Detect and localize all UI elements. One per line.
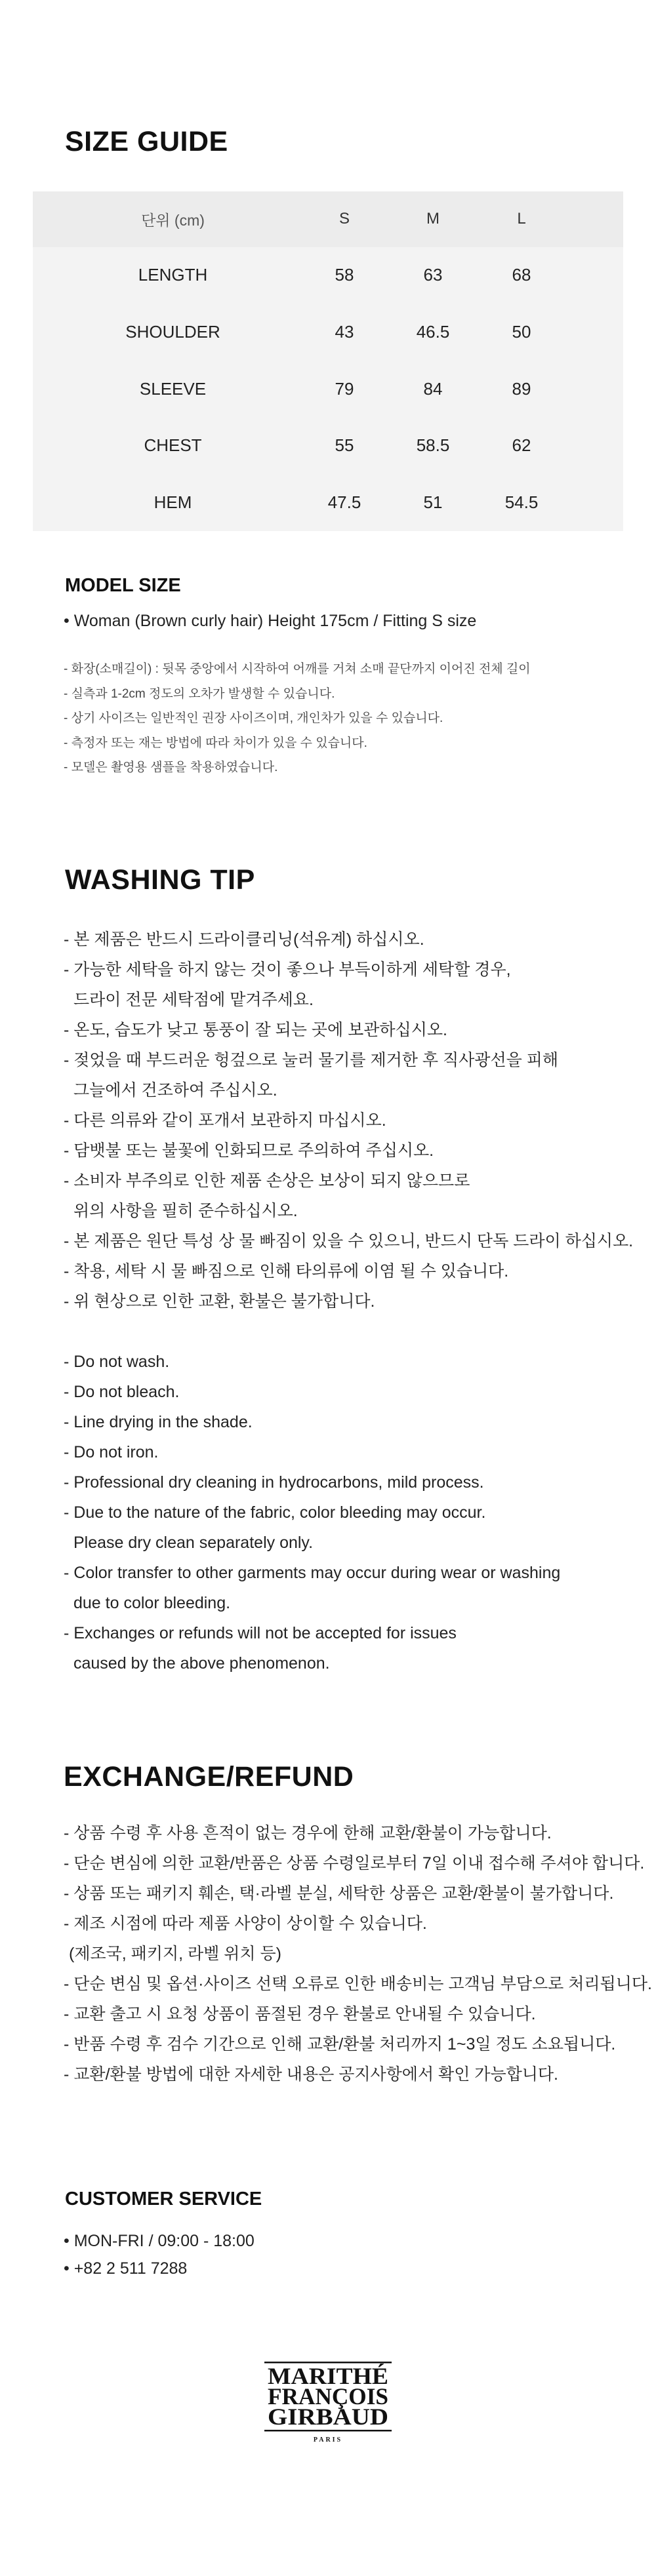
cell-value: 50 — [512, 322, 531, 342]
row-label: SHOULDER — [125, 322, 220, 342]
service-phone: • +82 2 511 7288 — [64, 2259, 188, 2278]
exchange-refund-title: EXCHANGE/REFUND — [64, 1761, 354, 1793]
washing-line-ko: - 담뱃불 또는 불꽃에 인화되므로 주의하여 주십시오. — [64, 1141, 434, 1160]
cell-value: 89 — [512, 378, 531, 399]
refund-line: - 제조 시점에 따라 제품 사양이 상이할 수 있습니다. — [64, 1914, 427, 1933]
row-label: LENGTH — [138, 265, 208, 285]
row-label: CHEST — [144, 435, 202, 456]
washing-tip-list — [64, 924, 633, 1678]
customer-service-title: CUSTOMER SERVICE — [65, 2189, 262, 2209]
svg-text:PARIS: PARIS — [313, 2436, 343, 2444]
size-table-header — [33, 191, 623, 247]
washing-line-ko: - 다른 의류와 같이 포개서 보관하지 마십시오. — [64, 1111, 386, 1130]
washing-line-en: Please dry clean separately only. — [73, 1534, 314, 1552]
washing-line-en: - Exchanges or refunds will not be accepted for issues — [64, 1624, 457, 1642]
cell-value: 58.5 — [416, 435, 450, 456]
cell-value: 47.5 — [327, 492, 361, 513]
svg-text:GIRBAUD: GIRBAUD — [268, 2404, 388, 2430]
cell-value: 58 — [335, 265, 354, 285]
washing-line-ko: 위의 사항을 필히 준수하십시오. — [73, 1202, 298, 1220]
note-line: - 측정자 또는 재는 방법에 따라 차이가 있을 수 있습니다. — [64, 736, 367, 750]
table-row — [33, 418, 623, 475]
cell-value: 62 — [512, 435, 531, 456]
note-line: - 실측과 1-2cm 정도의 오차가 발생할 수 있습니다. — [64, 686, 335, 701]
refund-line: - 반품 수령 후 검수 기간으로 인해 교환/환불 처리까지 1~3일 정도 소요됩니다. — [64, 2035, 616, 2053]
washing-line-en: - Do not bleach. — [64, 1383, 180, 1401]
cell-value: 79 — [335, 378, 354, 399]
cell-value: 54.5 — [504, 492, 539, 513]
washing-line-ko: - 가능한 세탁을 하지 않는 것이 좋으나 부득이하게 세탁할 경우, — [64, 961, 511, 979]
washing-line-ko: - 본 제품은 원단 특성 상 물 빠짐이 있을 수 있으니, 반드시 단독 드라이 하십시오. — [64, 1232, 634, 1250]
row-label: SLEEVE — [139, 378, 207, 399]
cell-value: 46.5 — [416, 322, 450, 342]
washing-line-en: - Professional dry cleaning in hydrocarbons, mild process. — [64, 1473, 484, 1492]
brand-logo — [262, 2360, 394, 2446]
washing-line-ko: - 착용, 세탁 시 물 빠짐으로 인해 타의류에 이염 될 수 있습니다. — [64, 1262, 509, 1280]
washing-line-ko: - 위 현상으로 인한 교환, 환불은 불가합니다. — [64, 1292, 375, 1311]
washing-line-ko: 드라이 전문 세탁점에 맡겨주세요. — [73, 991, 314, 1009]
washing-line-en: - Due to the nature of the fabric, color bleeding may occur. — [64, 1503, 486, 1522]
refund-line: - 교환/환불 방법에 대한 자세한 내용은 공지사항에서 확인 가능합니다. — [64, 2065, 558, 2084]
size-guide-title: SIZE GUIDE — [65, 126, 228, 157]
table-row — [33, 474, 623, 531]
column-header: L — [517, 210, 526, 228]
washing-line-ko: - 온도, 습도가 낮고 통풍이 잘 되는 곳에 보관하십시오. — [64, 1021, 447, 1039]
column-header: M — [426, 210, 440, 228]
refund-line: - 상품 또는 패키지 훼손, 택·라벨 분실, 세탁한 상품은 교환/환불이 불가합니다. — [64, 1884, 614, 1903]
cell-value: 43 — [335, 322, 354, 342]
note-line: - 모델은 촬영용 샘플을 착용하였습니다. — [64, 761, 278, 774]
model-size-title: MODEL SIZE — [65, 575, 181, 596]
cell-value: 68 — [512, 265, 531, 285]
unit-label: 단위 (cm) — [141, 211, 205, 229]
cell-value: 84 — [423, 378, 443, 399]
washing-line-ko: 그늘에서 건조하여 주십시오. — [73, 1081, 277, 1100]
row-label: HEM — [154, 492, 192, 513]
service-hours: • MON-FRI / 09:00 - 18:00 — [64, 2232, 255, 2250]
washing-line-en: due to color bleeding. — [73, 1594, 231, 1612]
size-table — [33, 191, 623, 531]
washing-line-ko: - 젖었을 때 부드러운 헝겊으로 눌러 물기를 제거한 후 직사광선을 피해 — [64, 1051, 558, 1069]
exchange-refund-list — [64, 1818, 652, 2090]
table-row — [33, 361, 623, 418]
svg-text:FRANÇOIS: FRANÇOIS — [268, 2383, 388, 2409]
cell-value: 63 — [423, 265, 443, 285]
washing-line-en: caused by the above phenomenon. — [73, 1654, 330, 1673]
washing-line-en: - Color transfer to other garments may occur during wear or washing — [64, 1564, 561, 1582]
svg-text:MARITHÉ: MARITHÉ — [268, 2363, 388, 2389]
column-header: S — [338, 210, 350, 228]
refund-line: - 상품 수령 후 사용 흔적이 없는 경우에 한해 교환/환불이 가능합니다. — [64, 1824, 552, 1842]
model-size-notes — [64, 657, 531, 780]
note-line: - 화장(소매길이) : 뒷목 중앙에서 시작하여 어깨를 거쳐 소매 끝단까지 이어진 전체 길이 — [64, 662, 531, 676]
refund-line: (제조국, 패키지, 라벨 위치 등) — [69, 1945, 281, 1963]
washing-line-en: - Do not iron. — [64, 1443, 159, 1461]
washing-tip-title: WASHING TIP — [65, 864, 255, 896]
washing-line-ko: - 본 제품은 반드시 드라이클리닝(석유계) 하십시오. — [64, 930, 424, 949]
refund-line: - 단순 변심에 의한 교환/반품은 상품 수령일로부터 7일 이내 접수해 주셔야 합니다. — [64, 1854, 645, 1873]
washing-line-en: - Do not wash. — [64, 1353, 170, 1371]
refund-line: - 교환 출고 시 요청 상품이 품절된 경우 환불로 안내될 수 있습니다. — [64, 2005, 536, 2023]
table-row — [33, 304, 623, 361]
refund-line: - 단순 변심 및 옵션·사이즈 선택 오류로 인한 배송비는 고객님 부담으로 처리됩니다. — [64, 1975, 652, 1993]
table-row — [33, 247, 623, 304]
cell-value: 55 — [335, 435, 354, 456]
washing-line-en: - Line drying in the shade. — [64, 1413, 253, 1431]
washing-line-ko: - 소비자 부주의로 인한 제품 손상은 보상이 되지 않으므로 — [64, 1172, 470, 1190]
model-size-bullet: • Woman (Brown curly hair) Height 175cm / Fitting S size — [64, 612, 477, 630]
cell-value: 51 — [423, 492, 443, 513]
note-line: - 상기 사이즈는 일반적인 권장 사이즈이며, 개인차가 있을 수 있습니다. — [64, 711, 443, 725]
